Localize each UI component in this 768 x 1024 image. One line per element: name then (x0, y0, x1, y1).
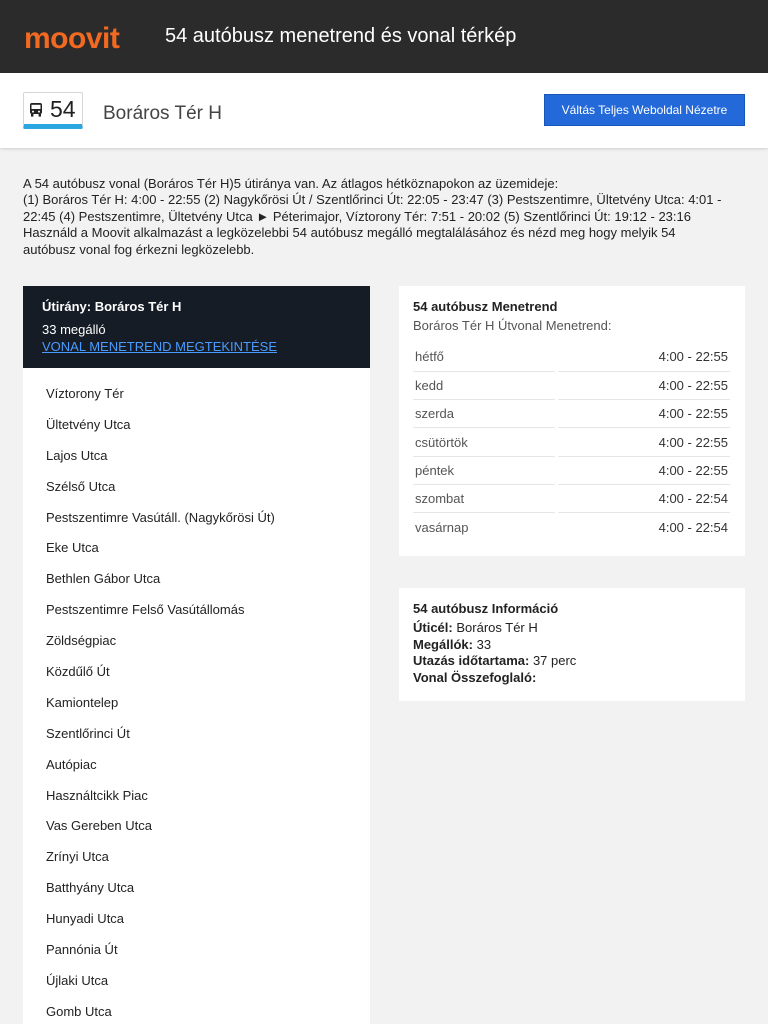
info-duration (413, 653, 576, 670)
info-label: Megállók: (413, 636, 473, 652)
stop-item[interactable]: Víztorony Tér (46, 386, 124, 401)
stop-item[interactable]: Zöldségpiac (46, 633, 117, 649)
switch-full-site-button[interactable]: Váltás Teljes Weboldal Nézetre (544, 94, 745, 126)
stop-item[interactable]: Hunyadi Utca (46, 911, 125, 927)
stop-item[interactable]: Újlaki Utca (46, 972, 109, 988)
schedule-hours: 4:00 - 22:55 (558, 428, 730, 456)
schedule-hours: 4:00 - 22:55 (558, 400, 730, 428)
stop-item[interactable]: Pannónia Út (46, 942, 118, 958)
top-bar (0, 0, 768, 73)
stop-item[interactable]: Használtcikk Piac (46, 787, 148, 803)
info-label: Vonal Összefoglaló: (413, 669, 537, 685)
stop-item[interactable]: Szentlőrinci Út (46, 725, 130, 741)
stop-list (23, 379, 370, 1024)
description-line: autóbusz vonal fog érkezni legközelebb. (23, 241, 255, 257)
schedule-row (413, 513, 730, 541)
line-number: 54 (50, 96, 76, 122)
schedule-hours: 4:00 - 22:54 (658, 519, 728, 535)
schedule-day: csütörtök (413, 428, 555, 456)
page-title: 54 autóbusz menetrend és vonal térkép (165, 25, 517, 47)
stop-item[interactable]: Zrínyi Utca (46, 849, 109, 865)
schedule-table (413, 343, 730, 541)
logo-text: moovit (24, 22, 120, 54)
description-line: (1) Boráros Tér H: 4:00 - 22:55 (2) Nagykőrösi Út / Szentlőrinci Út: 22:05 - 23:47 (3) Pestszentimre, Ültetvény Utca: 4:01 - (23, 192, 722, 208)
view-timetable-link[interactable]: VONAL MENETREND MEGTEKINTÉSE (42, 339, 277, 354)
stop-item[interactable]: Pestszentimre Vasútáll. (Nagykőrösi Út) (46, 509, 275, 525)
schedule-day: vasárnap (415, 519, 469, 535)
schedule-hours: 4:00 - 22:54 (558, 484, 730, 512)
schedule-row (413, 343, 730, 371)
info-label: Utazás időtartama: (413, 653, 530, 668)
stop-item[interactable]: Autópiac (46, 756, 97, 772)
description-line: 22:45 (4) Pestszentimre, Ültetvény Utca ► Péterimajor, Víztorony Tér: 7:51 - 20:02 (5) Szentlőrinci Út: 19:12 - 23:16 (23, 208, 691, 224)
info-label: Úticél: (413, 620, 453, 635)
line-header (0, 73, 768, 148)
schedule-row (413, 456, 730, 484)
stop-item[interactable]: Pestszentimre Felső Vasútállomás (46, 602, 245, 618)
info-summary (413, 670, 576, 687)
info-value: 33 (476, 636, 492, 652)
info-value: 37 perc (532, 653, 577, 668)
moovit-logo[interactable] (24, 20, 146, 54)
schedule-day: kedd (413, 371, 555, 399)
schedule-hours: 4:00 - 22:55 (558, 456, 730, 484)
bus-icon (28, 102, 44, 118)
stop-item[interactable]: Eke Utca (46, 540, 99, 556)
schedule-day: szerda (413, 400, 555, 428)
info-stops (413, 637, 576, 654)
info-card (399, 588, 745, 701)
schedule-subtitle: Boráros Tér H Útvonal Menetrend: (413, 318, 612, 333)
schedule-hours: 4:00 - 22:55 (558, 371, 730, 399)
stop-item[interactable]: Közdűlő Út (46, 664, 110, 680)
description-line: A 54 autóbusz vonal (Boráros Tér H)5 útiránya van. Az átlagos hétköznapokon az üzemideje: (23, 176, 559, 191)
info-title: 54 autóbusz Információ (413, 601, 559, 616)
direction-title: Útirány: Boráros Tér H (42, 299, 182, 314)
stop-count: 33 megálló (42, 322, 106, 337)
schedule-row (413, 400, 730, 428)
stop-item[interactable]: Vas Gereben Utca (46, 818, 152, 834)
stop-item[interactable]: Batthyány Utca (46, 880, 135, 896)
schedule-day: szombat (413, 484, 555, 512)
info-destination (413, 620, 576, 637)
route-name: Boráros Tér H (103, 103, 222, 124)
stop-item[interactable]: Bethlen Gábor Utca (46, 571, 161, 587)
schedule-hours: 4:00 - 22:55 (558, 343, 730, 371)
stops-panel (23, 286, 370, 1024)
stop-item[interactable]: Kamiontelep (46, 694, 119, 710)
stop-item[interactable]: Szélső Utca (46, 478, 116, 494)
direction-header (23, 286, 370, 368)
stop-item[interactable]: Lajos Utca (46, 447, 108, 463)
info-lines (413, 620, 576, 686)
schedule-title: 54 autóbusz Menetrend (413, 299, 558, 314)
schedule-day: hétfő (413, 343, 555, 371)
stop-item[interactable]: Ültetvény Utca (46, 416, 131, 432)
schedule-card (399, 286, 745, 556)
description-line: Használd a Moovit alkalmazást a legközelebbi 54 autóbusz megálló megtalálásához és nézd meg hogy melyik 54 (23, 225, 676, 241)
schedule-row (413, 484, 730, 512)
schedule-row (413, 428, 730, 456)
line-badge (23, 92, 83, 129)
line-description (23, 176, 745, 258)
info-value: Boráros Tér H (456, 620, 538, 635)
schedule-day: péntek (413, 456, 555, 484)
stop-item[interactable]: Gomb Utca (46, 1003, 112, 1019)
schedule-row (413, 371, 730, 399)
